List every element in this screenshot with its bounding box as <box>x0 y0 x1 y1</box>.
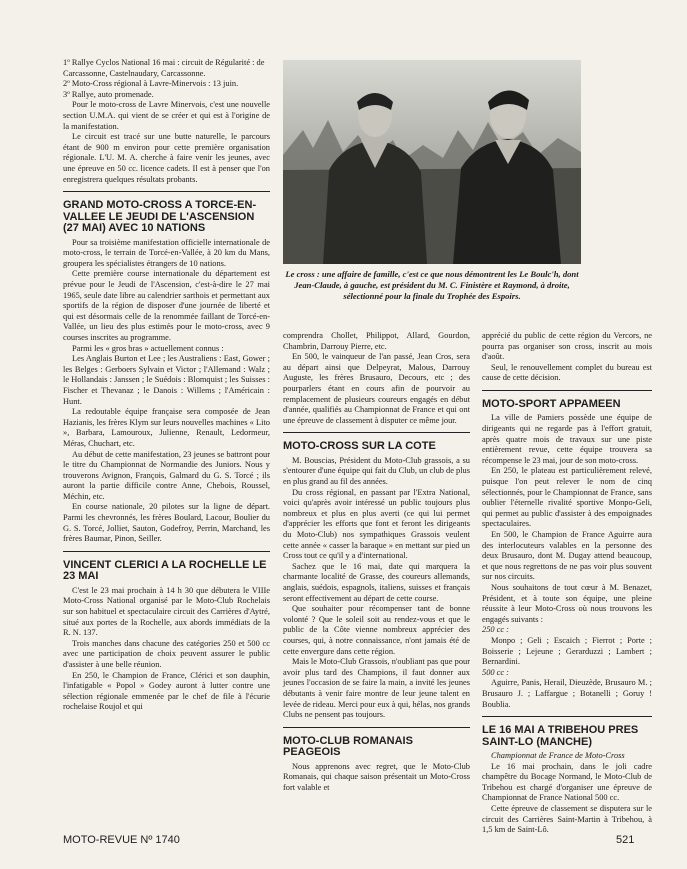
paragraph: Au début de cette manifestation, 23 jeunes se battront pour le titre du Championnat de Normandie des Juniors. Nous y trouverons Avignon, François, Galmard du G. S. Torcé ; ils auront la partie difficile contre Anne, Chebois, Roussel, Méchin, etc. <box>63 449 270 501</box>
section-divider <box>63 551 270 552</box>
paragraph: Cette première course internationale du département est prévue pour le Jeudi de l'Ascension, c'est-à-dire le 27 mai 1965, seule date libre au calendrier sarthois et permettant aux sportifs de la région de disposer d'une journée de liberté et qui est désormais celle de la renommée faillant de Torcé-en-Vallée, un lieu des plus estimés pour le moto-cross, avec 9 courses inscrites au programme. <box>63 269 270 342</box>
intro-line: 3º Rallye, auto promenade. <box>63 89 154 99</box>
footer-magazine: MOTO-REVUE Nº 1740 <box>63 834 180 846</box>
footer-page-number: 521 <box>616 834 635 846</box>
paragraph: En 500, le Champion de France Aguirre aura des interlocuteurs valables en la personne des deux Brusauro, dont M. Dugay attend beaucoup, et que nous regrettons de ne pas voir plus souvent sur nos circuits. <box>482 530 652 582</box>
photo-image <box>283 60 581 264</box>
section-divider <box>63 191 270 192</box>
column-3 <box>482 331 652 836</box>
section-divider <box>283 432 470 433</box>
category-label <box>482 625 652 636</box>
subheading <box>482 751 652 762</box>
photo-caption: Le cross : une affaire de famille, c'est ce que nous démontrent les Le Boulc'h, dont Jean-Claude, à gauche, est président du M. C. Finistère et Raymond, à droite, sélectionné pour la finale du Trophée des Espoirs. <box>285 269 579 301</box>
subheading-text: Championnat de France de Moto-Cross <box>491 751 625 761</box>
paragraph: Seul, le renouvellement complet du bureau est cause de cette décision. <box>482 362 652 383</box>
headline-torce: GRAND MOTO-CROSS A TORCE-EN-VALLEE LE JEUDI DE L'ASCENSION (27 MAI) AVEC 10 NATIONS <box>63 199 257 235</box>
paragraph: Parmi les « gros bras » actuellement connus : <box>72 343 224 353</box>
paragraph: Cette épreuve de classement se disputera sur le circuit des Carrières Saint-Martin à Tribehou, à 1,5 km de Saint-Lô. <box>482 804 652 835</box>
intro-line: 2º Moto-Cross régional à Lavre-Minervois : 13 juin. <box>63 79 239 89</box>
column-2 <box>283 331 470 793</box>
paragraph: C'est le 23 mai prochain à 14 h 30 que débutera le VIIIe Moto-Cross National organisé par le Moto-Club Rochelais sur son habituel et spectaculaire circuit des Carrières d'Aytré, situé aux portes de la Rochelle, aux abords immédiats de la R. N. 137. <box>63 585 270 638</box>
entrant-list: Monpo ; Geli ; Escaich ; Fierrot ; Porte ; Boisserie ; Lejeune ; Gerarduzzi ; Lambert ; Bernardini. <box>482 635 652 667</box>
paragraph: M. Bouscias, Président du Moto-Club grassois, a su s'entourer d'une équipe qui fait du Club, un club de plus en plus grand au fil des années. <box>283 455 470 487</box>
photo-le-boulch-brothers <box>283 60 581 264</box>
category-250: 250 cc : <box>482 625 509 635</box>
paragraph: En 250, le Champion de France, Clérici et son dauphin, l'infatigable « Popol » Godey auront à lutter contre une sélection régionale emmenée par le chef de file à l'écurie rochelaise Roujol et qui <box>63 670 270 712</box>
paragraph: comprendra Chollet, Philippot, Allard, Gourdon, Chambrin, Darrouy Pierre, etc. <box>283 331 470 351</box>
paragraph: En 250, le plateau est particulièrement relevé, puisque l'on peut relever le nom de cinq sélectionnés, pour le Championnat de France, sans oublier l'éternelle rivalité sportive Monpo-Geli, qui permet au public d'assister à des empoignades spectaculaires. <box>482 466 652 529</box>
headline-tribehou: LE 16 MAI A TRIBEHOU PRES SAINT-LO (MANCHE) <box>482 724 639 748</box>
paragraph: Trois manches dans chacune des catégories 250 et 500 cc avec une participation de choix peuvent assurer le public d'assister à une belle réunion. <box>63 638 270 669</box>
paragraph: Les Anglais Burton et Lee ; les Australiens : East, Gower ; les Belges : Gerboers Sylvain et Victor ; l'Allemand : Walz ; le Hollandais : Janssen ; le Suédois : Blomquist ; les Suisses : Fischer et Thevanaz ; le Danois : Willems ; l'Américain : Hunt. <box>63 354 270 406</box>
paragraph: Sachez que le 16 mai, date qui marquera la charmante localité de Grasse, des coureurs allemands, anglais, suédois, espagnols, italiens, suisses et français seront effectivement au départ de cette course. <box>283 561 470 603</box>
paragraph: Nous souhaitons de tout cœur à M. Benazet, Président, et à toute son équipe, une pleine réussite à leur Moto-Cross où nous trouvons les engagés suivants : <box>482 582 652 624</box>
paragraph: Que souhaiter pour récompenser tant de bonne volonté ? Que le soleil soit au rendez-vous et que le public de la Côte vienne nombreux apprécier des courses, qui, à notre connaissance, n'ont jamais été de cette envergure dans cette région. <box>283 604 470 656</box>
category-label <box>482 668 652 679</box>
paragraph: Pour sa troisième manifestation officielle internationale de moto-cross, le terrain de Torcé-en-Vallée, à 20 km du Mans, groupera les spécialistes étrangers de 10 nations. <box>63 237 270 268</box>
paragraph: La redoutable équipe française sera composée de Jean Hazianis, les frères Klym sur leurs nouvelles machines « Lito », Barbara, Lamouroux, Julienne, Renault, Ledormeur, Méras, Chuchart, etc. <box>63 407 270 448</box>
paragraph: Le 16 mai prochain, dans le joli cadre champêtre du Bocage Normand, le Moto-Club de Tribehou est chargé d'organiser une épreuve de Championnat de France National 500 cc. <box>482 761 652 803</box>
category-500: 500 cc : <box>482 667 509 677</box>
column-1 <box>63 58 270 713</box>
intro-line: 1º Rallye Cyclos National 16 mai : circuit de Régularité : de Carcassonne, Castelnaudary, Carcassonne. <box>63 58 265 78</box>
section-divider <box>482 390 652 391</box>
paragraph: La ville de Pamiers possède une équipe de dirigeants qui ne regarde pas à l'effort gratuit, après quatre mois de travaux sur une piste entièrement revue, cette équipe trouvera sa récompense le 23 mai, jour de son moto-cross. <box>482 413 652 465</box>
headline-appameen: MOTO-SPORT APPAMEEN <box>482 397 621 410</box>
paragraph: Le circuit est tracé sur une butte naturelle, le parcours étant de 900 m environ pour cette première organisation régionale. L'U. M. A. cherche à faire venir les jeunes, avec une épreuve en 50 cc. licence cadets. Il est à penser que l'on enregistrera quelques résultats probants. <box>63 132 270 184</box>
paragraph: Mais le Moto-Club Grassois, n'oubliant pas que pour avoir plus tard des Champions, il faut donner aux jeunes l'occasion de se faire la main, a invité les jeunes débutants à venir faire montre de leur jeune talent en levée de rideau. Merci pour eux à qui, hélas, nos grands Clubs ne pensent pas toujours. <box>283 657 470 720</box>
paragraph: apprécié du public de cette région du Vercors, ne pourra pas organiser son cross, inscrit au mois d'août. <box>482 331 652 362</box>
paragraph: Du cross régional, en passant par l'Extra National, voici qu'après avoir intéressé un public toujours plus nombreux et plus en plus averti (ce qui lui permet d'apprécier les efforts que font et feront les dirigeants du Moto-Club) nos sympathiques Grassois veulent cette année « casser la baraque » en mettant sur pied un Cross tout ce qu'il y a d'international. <box>283 487 470 561</box>
section-divider <box>482 716 652 717</box>
paragraph: Pour le moto-cross de Lavre Minervois, c'est une nouvelle section U.M.A. qui vient de se créer et qui est à l'origine de la manifestation. <box>63 100 270 131</box>
headline-clerici: VINCENT CLERICI A LA ROCHELLE LE 23 MAI <box>63 558 267 583</box>
section-divider <box>283 727 470 728</box>
headline-romanais: MOTO-CLUB ROMANAIS PEAGEOIS <box>283 734 413 759</box>
paragraph: En 500, le vainqueur de l'an passé, Jean Cros, sera au départ ainsi que Delpeyrat, Malous, Darrouy Auguste, les frères Brusauro, Decours, etc ; des pourparlers étant en cours afin de pourvoir au remplacement de plusieurs coureurs engagés en début d'année, qualifiés au Championnat de France et qui ont une épreuve de classement à disputer ce même jour. <box>283 352 470 425</box>
headline-cote: MOTO-CROSS SUR LA COTE <box>283 440 436 453</box>
paragraph: Nous apprenons avec regret, que le Moto-Club Romanais, qui chaque saison présentait un Moto-Cross fort valable et <box>283 761 470 792</box>
paragraph: En course nationale, 20 pilotes sur la ligne de départ. Parmi les chevronnés, les frères Boulard, Lacour, Boulier du G. S. Torcé, Jolliet, Sauton, Godefroy, Perrin, Marchand, les frères Baumar, Pinon, Seiller. <box>63 502 270 544</box>
entrant-list: Aguirre, Panis, Herail, Dieuzède, Brusauro M. ; Brusauro J. ; Laffargue ; Botanelli ; Goruy ! Boublia. <box>482 678 652 709</box>
